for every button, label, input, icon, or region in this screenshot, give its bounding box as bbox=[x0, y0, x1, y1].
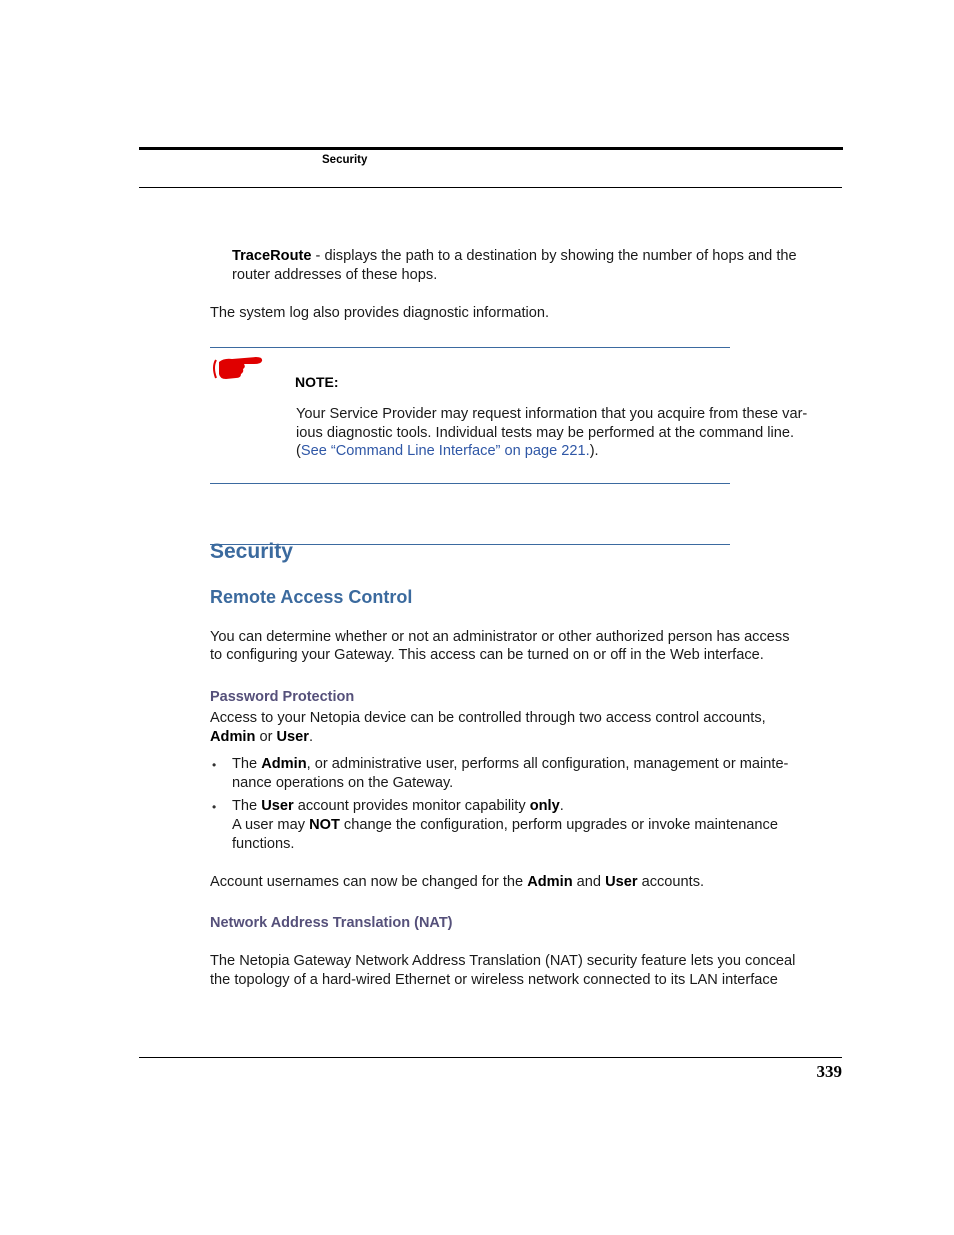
account-usernames-paragraph bbox=[210, 873, 704, 892]
user-term: User bbox=[276, 729, 309, 745]
nat-heading: Network Address Translation (NAT) bbox=[210, 915, 453, 931]
paragraph-text: accounts. bbox=[637, 874, 705, 890]
user-bullet-line-2 bbox=[232, 816, 778, 835]
bullet-marker: • bbox=[212, 758, 217, 772]
command-line-interface-link[interactable]: See “Command Line Interface” on page 221. bbox=[300, 443, 590, 459]
intro-line-2: to configuring your Gateway. This access can be turned on or off in the Web interface. bbox=[210, 647, 764, 663]
note-line-1: Your Service Provider may request information that you acquire from these var- bbox=[296, 406, 808, 422]
bullet-marker: • bbox=[212, 800, 217, 814]
paragraph-text: and bbox=[572, 874, 606, 890]
note-line-2: ious diagnostic tools. Individual tests may be performed at the command line. bbox=[296, 425, 795, 441]
traceroute-line-2: router addresses of these hops. bbox=[232, 267, 438, 283]
note-bottom-rule bbox=[210, 483, 730, 484]
bullet-text: account provides monitor capability bbox=[293, 798, 530, 814]
header-bottom-rule bbox=[139, 187, 842, 188]
traceroute-term: TraceRoute bbox=[232, 248, 312, 264]
password-protection-heading: Password Protection bbox=[210, 689, 355, 705]
admin-bold: Admin bbox=[527, 874, 573, 890]
bullet-text: change the configuration, perform upgrades or invoke maintenance bbox=[339, 817, 778, 833]
period: . bbox=[559, 798, 564, 814]
note-paren-close: ). bbox=[589, 443, 599, 459]
admin-term: Admin bbox=[210, 729, 256, 745]
only-bold: only bbox=[529, 798, 560, 814]
footer-rule bbox=[139, 1057, 842, 1058]
syslog-paragraph: The system log also provides diagnostic information. bbox=[210, 305, 550, 321]
nat-line-2: the topology of a hard-wired Ethernet or wireless network connected to its LAN interface bbox=[210, 972, 778, 988]
user-bold: User bbox=[261, 798, 294, 814]
bullet-text: A user may bbox=[232, 817, 310, 833]
not-bold: NOT bbox=[309, 817, 340, 833]
user-bold: User bbox=[605, 874, 638, 890]
bullet-text: , or administrative user, performs all configuration, management or mainte- bbox=[306, 756, 789, 772]
page-number: 339 bbox=[816, 1062, 842, 1081]
admin-bullet-line-2: nance operations on the Gateway. bbox=[232, 775, 454, 791]
traceroute-line-1 bbox=[232, 247, 797, 266]
header-top-rule bbox=[139, 147, 843, 150]
password-line-2 bbox=[210, 728, 313, 747]
period: . bbox=[308, 729, 314, 745]
admin-bold: Admin bbox=[261, 756, 307, 772]
nat-line-1: The Netopia Gateway Network Address Translation (NAT) security feature lets you conceal bbox=[210, 953, 796, 969]
note-paren-open: ( bbox=[296, 443, 301, 459]
admin-bullet-line-1 bbox=[232, 755, 788, 774]
subsection-heading: Remote Access Control bbox=[210, 587, 413, 607]
or-text: or bbox=[255, 729, 277, 745]
bullet-text: The bbox=[232, 756, 262, 772]
intro-line-1: You can determine whether or not an administrator or other authorized person has access bbox=[210, 629, 790, 645]
running-header-title: Security bbox=[322, 154, 368, 166]
note-line-3 bbox=[296, 442, 599, 461]
pointing-hand-icon bbox=[210, 352, 266, 384]
user-bullet-line-1 bbox=[232, 797, 564, 816]
bullet-text: The bbox=[232, 798, 262, 814]
user-bullet-line-3: functions. bbox=[232, 836, 295, 852]
traceroute-description: - displays the path to a destination by showing the number of hops and the bbox=[311, 248, 797, 264]
note-top-rule bbox=[210, 347, 730, 348]
paragraph-text: Account usernames can now be changed for the bbox=[210, 874, 528, 890]
password-line-1: Access to your Netopia device can be controlled through two access control accounts, bbox=[210, 710, 766, 726]
note-label: NOTE: bbox=[295, 374, 339, 390]
section-heading: Security bbox=[210, 540, 293, 563]
